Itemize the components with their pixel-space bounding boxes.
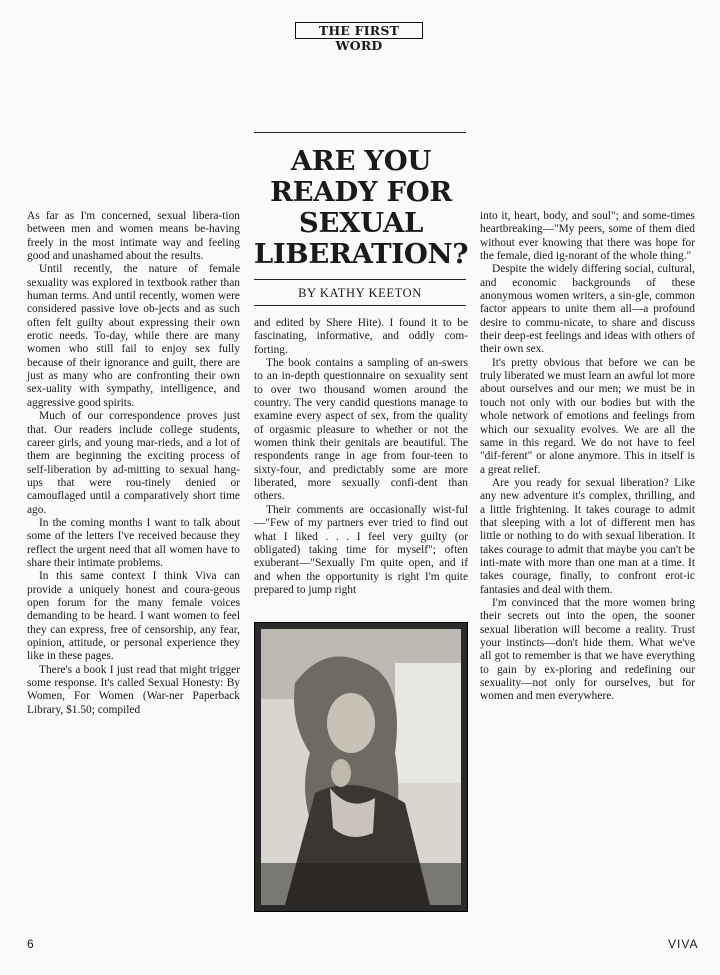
author-photo xyxy=(254,622,468,912)
paragraph: In the coming months I want to talk about some of the letters I've received because they reflect the urgent need that all women have to share their intimate problems. xyxy=(27,516,240,569)
column-3 xyxy=(480,210,695,704)
section-label: THE FIRST WORD xyxy=(295,22,423,39)
page-number: 6 xyxy=(27,937,34,951)
column-2 xyxy=(254,317,468,597)
column-1 xyxy=(27,210,240,717)
paragraph: Their comments are occasionally wist-ful—"Few of my partners ever tried to find out what I liked . . . I feel very guilty (or obligated) taking time for myself"; often exuberant—"Sexually I'm quite open, and if and when the opportunity is right I'm quite prepared to jump right xyxy=(254,503,468,596)
paragraph: Until recently, the nature of female sexuality was explored in textbook rather than human terms. And until recently, women were considered passive love ob-jects and as such often felt guilty about expressing their own erotic needs. To-day, while there are many women who still fail to enjoy sex fully because of their ignorance and guilt, there are just as many who are confronting their own sex-uality with sympathy, intelligence, and aggressive good spirits. xyxy=(27,263,240,409)
paragraph: As far as I'm concerned, sexual libera-tion between men and women means be-having freely in the most intimate way and feeling good and unashamed about the results. xyxy=(27,210,240,263)
paragraph: There's a book I just read that might trigger some response. It's called Sexual Honesty: By Women, For Women (War-ner Paperback Library, $1.50; compiled xyxy=(27,663,240,716)
paragraph: In this same context I think Viva can provide a uniquely honest and coura-geous open forum for the many female voices demanding to be heard. I want women to feel they can express, free of censorship, any fear, opinion, attitude, or personal experience they like in these pages. xyxy=(27,570,240,663)
title-line: READY FOR xyxy=(270,176,452,208)
title-line: SEXUAL xyxy=(298,207,424,239)
byline-bottom-rule xyxy=(254,305,466,306)
paragraph: It's pretty obvious that before we can be truly liberated we must learn an awful lot more about ourselves and our men; we must be in touch not only with our bodies but with the whole network of emotions and feelings from which our sexuality evolves. We are all the same in this regard. We do not have to feel "dif-ferent" or alone anymore. This in itself is a great relief. xyxy=(480,356,695,476)
paragraph: The book contains a sampling of an-swers to an in-depth questionnaire on sexuality sent to over two thousand women around the country. The very candid questions manage to examine every aspect of sex, from the quality of orgasmic pleasure to whether or not the women think their genitals are beautiful. The respondents range in age from four-teen to sixty-four, and predictably some are more liberated, more sexually confi-dent than others. xyxy=(254,357,468,503)
paragraph: Much of our correspondence proves just that. Our readers include college students, career girls, and young mar-rieds, and a lot of them are beginning the exciting process of self-liberation by ad-mitting to sexual hang-ups that were rou-tinely denied or camouflaged until a comparatively short time ago. xyxy=(27,410,240,516)
title-line: LIBERATION? xyxy=(253,238,469,270)
magazine-logo: VIVA xyxy=(668,937,699,951)
paragraph: Are you ready for sexual liberation? Like any new adventure it's complex, thrilling, and a little frightening. It takes courage to admit that sleeping with a lot of different men has little or nothing to do with sexual liberation. It takes courage to admit that maybe you can't be inti-mate with more than one man at a time. It takes courage, finally, to confront erot-ic fantasies and deal with them. xyxy=(480,476,695,596)
byline-top-rule xyxy=(254,279,466,280)
article-title xyxy=(248,146,474,270)
paragraph: and edited by Shere Hite). I found it to be fascinating, informative, and oddly com-forting. xyxy=(254,317,468,356)
title-line: ARE YOU xyxy=(290,145,432,177)
paragraph: Despite the widely differing social, cultural, and economic backgrounds of these anonymous women writers, a sin-gle, common factor appears to unite them all—a profound desire to commu-nicate, to share and discuss their deep-est feelings and ideas with others of their own sex. xyxy=(480,263,695,356)
title-top-rule xyxy=(254,132,466,133)
paragraph: into it, heart, body, and soul"; and some-times heartbreaking—"My peers, some of them died without ever knowing that there was hope for the female, died ig-norant of the whole thing." xyxy=(480,210,695,263)
paragraph: I'm convinced that the more women bring their secrets out into the open, the sooner sexual liberation will become a reality. Trust your instincts—don't hide them. What we've all got to remember is that we have everything to gain by ex-ploring and redefining our sexuality—not only for ourselves, but for women and men everywhere. xyxy=(480,596,695,703)
byline: BY KATHY KEETON xyxy=(298,286,422,300)
